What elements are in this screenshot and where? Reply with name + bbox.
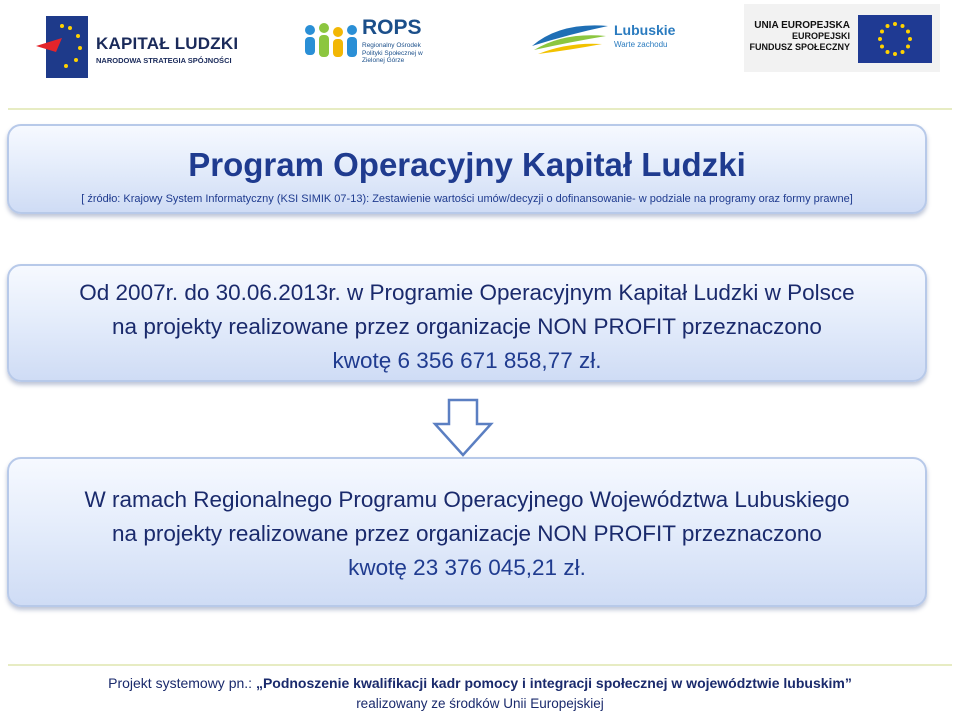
kapital-ludzki-logo (36, 16, 246, 78)
kapital-ludzki-subtitle: NARODOWA STRATEGIA SPÓJNOŚCI (96, 56, 232, 65)
regional-line-purpose: na projekty realizowane przez organizacje NON PROFIT przeznaczono (112, 521, 822, 546)
eu-logo (744, 4, 940, 72)
lubuskie-slogan: Warte zachodu (614, 40, 668, 49)
regional-funding-text (9, 483, 925, 585)
bottom-divider (8, 664, 952, 666)
eu-logo-text (749, 20, 850, 53)
eu-fund-line1: EUROPEJSKI (791, 31, 850, 41)
logo-strip (0, 0, 960, 92)
national-funding-text (9, 276, 925, 378)
national-funding-box (7, 264, 927, 382)
lubuskie-title: Lubuskie (614, 22, 676, 38)
page-title: Program Operacyjny Kapitał Ludzki (188, 146, 746, 183)
footer-funding-line: realizowany ze środków Unii Europejskiej (356, 696, 604, 711)
eu-union-label: UNIA EUROPEJSKA (754, 20, 850, 31)
down-arrow-icon (432, 398, 494, 458)
regional-funding-box (7, 457, 927, 607)
top-divider (8, 108, 952, 110)
rops-people-icon (302, 20, 360, 64)
source-note: [ źródło: Krajowy System Informatyczny (KSI SIMIK 07-13): Zestawienie wartości umów/decyzji o dofinansowanie- w podziale na programy oraz formy prawne] (81, 193, 853, 205)
regional-line-program: W ramach Regionalnego Programu Operacyjnego Województwa Lubuskiego (84, 487, 850, 512)
national-amount: kwotę 6 356 671 858,77 zł. (332, 348, 602, 373)
national-line-period: Od 2007r. do 30.06.2013r. w Programie Operacyjnym Kapitał Ludzki w Polsce (79, 280, 855, 305)
eu-flag-icon (858, 15, 932, 63)
kapital-ludzki-mark-icon (36, 16, 88, 78)
lubuskie-logo (530, 16, 690, 62)
lubuskie-waves-icon (530, 16, 610, 62)
national-line-purpose: na projekty realizowane przez organizacje NON PROFIT przeznaczono (112, 314, 822, 339)
rops-title: ROPS (362, 16, 422, 39)
eu-fund-line2: FUNDUSZ SPOŁECZNY (749, 42, 850, 52)
rops-subtitle: Regionalny Ośrodek Polityki Społecznej w Zielonej Górze (362, 42, 423, 64)
title-box (7, 124, 927, 214)
footer-project-title: „Podnoszenie kwalifikacji kadr pomocy i integracji społecznej w województwie lubuskim” (255, 675, 852, 691)
regional-amount: kwotę 23 376 045,21 zł. (348, 555, 586, 580)
kapital-ludzki-title: KAPITAŁ LUDZKI (96, 34, 239, 53)
rops-logo (302, 14, 432, 74)
footer (0, 675, 960, 711)
footer-project-label: Projekt systemowy pn.: (108, 675, 256, 691)
footer-project-line (0, 675, 960, 691)
